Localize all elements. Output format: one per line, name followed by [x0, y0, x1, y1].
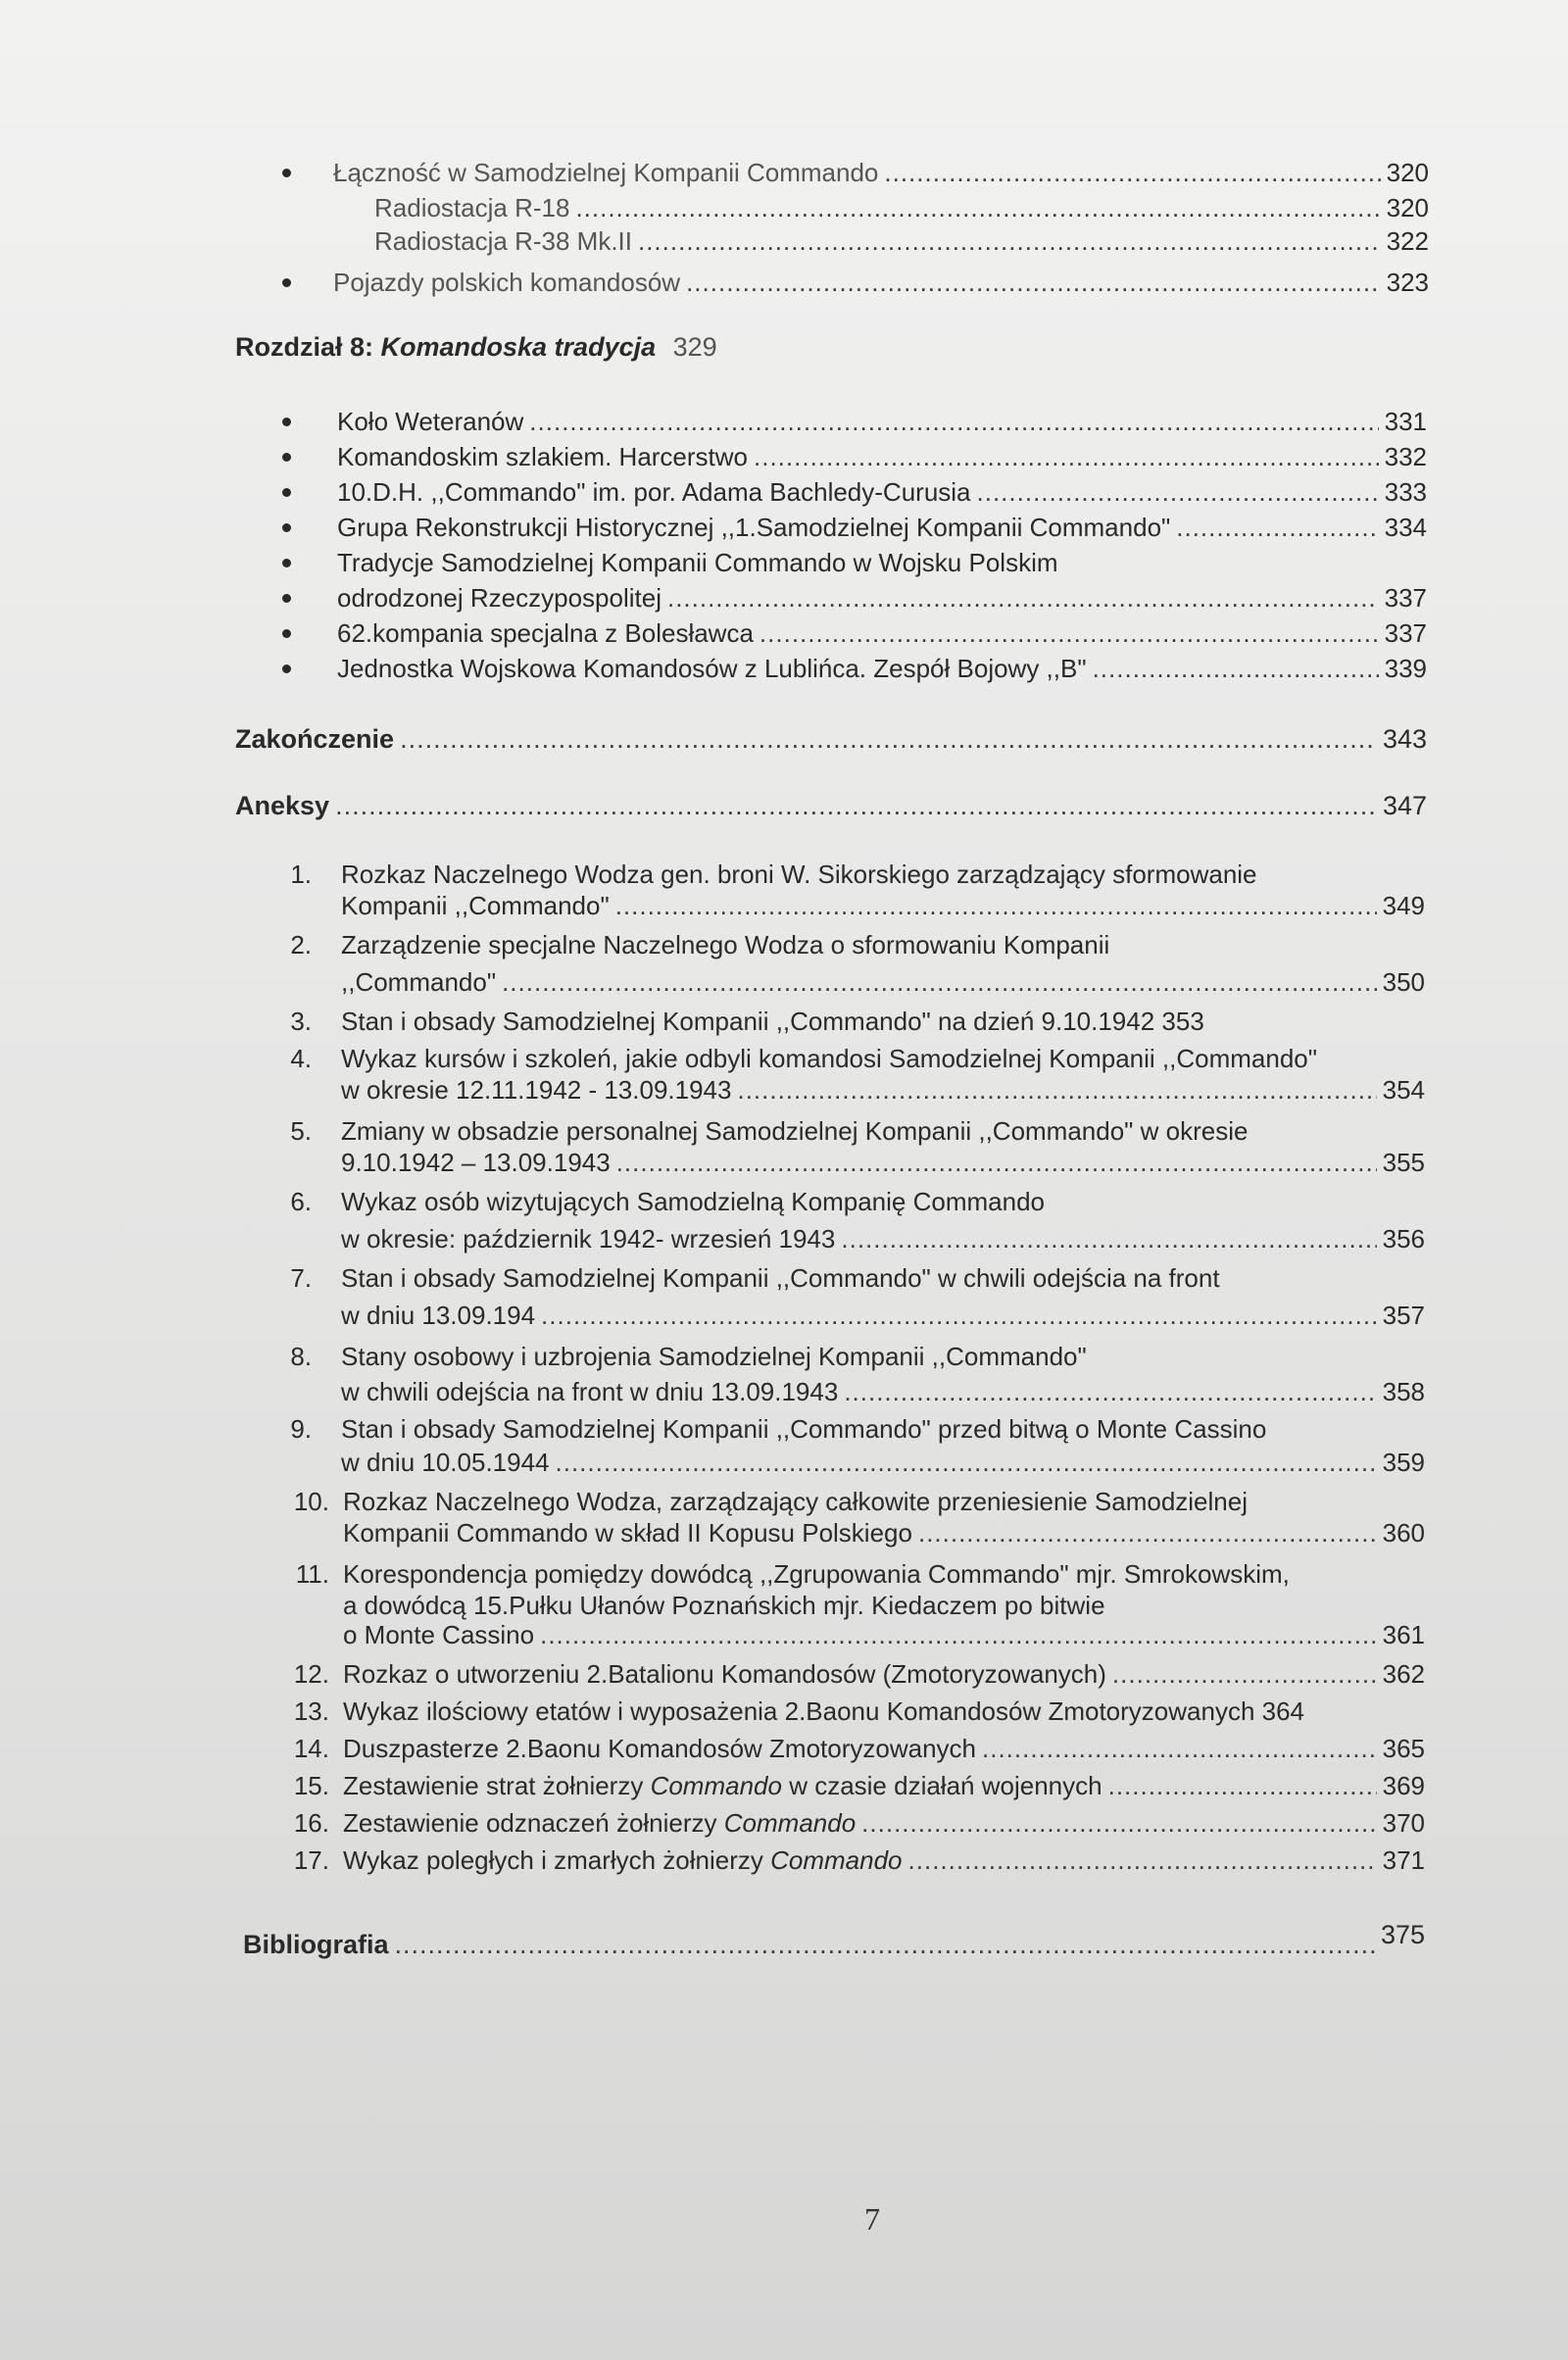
- page-number: 350: [1382, 967, 1425, 997]
- annex-item: [0, 1805, 1568, 1841]
- entry-text: w chwili odejścia na front w dniu 13.09.1943: [341, 1377, 839, 1406]
- page-folio: 7: [864, 2201, 880, 2237]
- bullet-icon: [282, 418, 291, 426]
- annex-item: [0, 1113, 1568, 1149]
- entry-text: Kompanii Commando w skład II Kopusu Polskiego: [343, 1518, 912, 1548]
- leader-dots: [1108, 1768, 1377, 1803]
- leader-dots: [556, 1445, 1377, 1480]
- leader-dots: [861, 1805, 1376, 1841]
- annex-item: [0, 1184, 1568, 1219]
- item-number: 15.: [293, 1771, 329, 1800]
- toc-entry: [0, 265, 1568, 300]
- entry-text: Łączność w Samodzielnej Kompanii Commando: [333, 158, 879, 187]
- chapter-heading: [0, 329, 1568, 365]
- page-number: 375: [1380, 1920, 1425, 1949]
- leader-dots: [977, 474, 1379, 510]
- leader-dots: [1093, 651, 1379, 686]
- annex-item-cont: [0, 1145, 1568, 1180]
- page-number: 356: [1382, 1224, 1425, 1254]
- annex-item-cont: [0, 1298, 1568, 1333]
- item-number: 14.: [293, 1734, 329, 1763]
- entry-text: w dniu 13.09.194: [341, 1301, 536, 1330]
- annex-item: [0, 1843, 1568, 1878]
- page-number: 354: [1382, 1075, 1425, 1105]
- entry-text: Koło Weteranów: [337, 407, 524, 436]
- page-number: 320: [1386, 158, 1429, 187]
- entry-text: Korespondencja pomiędzy dowódcą ,,Zgrupowania Commando" mjr. Smrokowskim,: [343, 1559, 1290, 1589]
- annex-item-cont: [0, 1617, 1568, 1652]
- entry-text: Wykaz poległych i zmarłych żołnierzy Commando: [343, 1845, 903, 1875]
- item-number: 4.: [290, 1044, 312, 1073]
- item-number: 1.: [290, 860, 312, 889]
- heading-text: Bibliografia: [243, 1930, 389, 1959]
- entry-text: Pojazdy polskich komandosów: [333, 268, 681, 297]
- page-number: 349: [1382, 891, 1425, 920]
- item-number: 13.: [293, 1696, 329, 1726]
- page-number: 371: [1382, 1845, 1425, 1875]
- toc-entry: [0, 155, 1568, 190]
- leader-dots: [529, 404, 1378, 439]
- annex-item-cont: [0, 1221, 1568, 1256]
- annex-item: [0, 1411, 1568, 1447]
- page-number: 358: [1382, 1377, 1425, 1406]
- leader-dots: [737, 1072, 1376, 1107]
- leader-dots: [982, 1731, 1377, 1766]
- page-number: 331: [1384, 407, 1427, 436]
- item-number: 12.: [293, 1659, 329, 1689]
- item-number: 3.: [290, 1007, 312, 1036]
- entry-text: Zmiany w obsadzie personalnej Samodzielnej Kompanii ,,Commando" w okresie: [341, 1116, 1249, 1146]
- entry-text: w dniu 10.05.1944: [341, 1448, 550, 1477]
- item-number: 2.: [290, 930, 312, 959]
- entry-text: Jednostka Wojskowa Komandosów z Lublińca. Zespół Bojowy ,,B": [337, 654, 1087, 683]
- toc-entry: [0, 439, 1568, 474]
- toc-entry: [0, 651, 1568, 686]
- annex-item-cont: [0, 964, 1568, 1000]
- page-number: 355: [1382, 1148, 1425, 1177]
- leader-dots: [575, 190, 1380, 225]
- entry-text: w okresie 12.11.1942 - 13.09.1943: [341, 1075, 732, 1105]
- bullet-icon: [282, 169, 291, 177]
- leader-dots: [502, 964, 1377, 1000]
- item-number: 6.: [290, 1187, 312, 1216]
- leader-dots: [667, 580, 1379, 615]
- entry-text: Stany osobowy i uzbrojenia Samodzielnej Kompanii ,,Commando": [341, 1342, 1087, 1371]
- chapter-heading: [0, 1920, 1568, 1962]
- leader-dots: [615, 888, 1377, 923]
- annex-item: [0, 1694, 1568, 1729]
- entry-text: Wykaz ilościowy etatów i wyposażenia 2.Baonu Komandosów Zmotoryzowanych 364: [343, 1696, 1305, 1726]
- entry-text: Zestawienie odznaczeń żołnierzy Commando: [343, 1808, 857, 1838]
- bullet-icon: [282, 559, 291, 567]
- entry-text: Radiostacja R-38 Mk.II: [374, 226, 632, 256]
- bullet-icon: [282, 594, 291, 603]
- entry-text: Stan i obsady Samodzielnej Kompanii ,,Commando" na dzień 9.10.1942 353: [341, 1007, 1204, 1036]
- annex-item-cont: [0, 1072, 1568, 1107]
- annex-item: [0, 1041, 1568, 1076]
- page-number: 329: [672, 332, 717, 362]
- toc-entry: [0, 474, 1568, 510]
- leader-dots: [844, 1374, 1376, 1409]
- page-number: 339: [1384, 654, 1427, 683]
- annex-item: [0, 1556, 1568, 1592]
- entry-text: Rozkaz Naczelnego Wodza, zarządzający całkowite przeniesienie Samodzielnej: [343, 1487, 1248, 1516]
- annex-item: [0, 1731, 1568, 1766]
- annex-item: [0, 1339, 1568, 1374]
- entry-text: 62.kompania specjalna z Bolesławca: [337, 618, 754, 648]
- annex-item-cont: [0, 1515, 1568, 1550]
- entry-text: Zarządzenie specjalne Naczelnego Wodza o sformowaniu Kompanii: [341, 930, 1110, 959]
- annex-item: [0, 1484, 1568, 1519]
- toc-entry: [0, 615, 1568, 651]
- entry-text: Grupa Rekonstrukcji Historycznej ,,1.Samodzielnej Kompanii Commando": [337, 513, 1171, 542]
- leader-dots: [335, 788, 1377, 823]
- entry-text: Duszpasterze 2.Baonu Komandosów Zmotoryzowanych: [343, 1734, 976, 1763]
- bullet-icon: [282, 629, 291, 638]
- bullet-icon: [282, 453, 291, 462]
- entry-text: Wykaz osób wizytujących Samodzielną Kompanię Commando: [341, 1187, 1045, 1216]
- annex-item: [0, 1656, 1568, 1692]
- page-number: 343: [1382, 724, 1427, 754]
- annex-item: [0, 857, 1568, 892]
- page-number: 360: [1382, 1518, 1425, 1548]
- item-number: 11.: [295, 1559, 329, 1589]
- toc-entry: [0, 545, 1568, 580]
- annex-item: [0, 1260, 1568, 1296]
- entry-text: 10.D.H. ,,Commando" im. por. Adama Bachledy-Curusia: [337, 477, 971, 507]
- entry-text: Zestawienie strat żołnierzy Commando w czasie działań wojennych: [343, 1771, 1102, 1800]
- bullet-icon: [282, 488, 291, 497]
- item-number: 8.: [290, 1342, 312, 1371]
- entry-text: Stan i obsady Samodzielnej Kompanii ,,Commando" przed bitwą o Monte Cassino: [341, 1414, 1267, 1444]
- chapter-title: Komandoska tradycja: [380, 332, 657, 362]
- page-number: 365: [1382, 1734, 1425, 1763]
- item-number: 17.: [293, 1845, 329, 1875]
- entry-text: Tradycje Samodzielnej Kompanii Commando w Wojsku Polskim: [337, 548, 1058, 577]
- entry-text: o Monte Cassino: [343, 1620, 535, 1649]
- chapter-heading: [0, 721, 1568, 757]
- item-number: 7.: [290, 1263, 312, 1293]
- leader-dots: [540, 1617, 1377, 1652]
- item-number: 10.: [293, 1487, 329, 1516]
- leader-dots: [908, 1843, 1377, 1878]
- leader-dots: [1112, 1656, 1377, 1692]
- page-number: 320: [1386, 193, 1429, 222]
- entry-text: Wykaz kursów i szkoleń, jakie odbyli komandosi Samodzielnej Kompanii ,,Commando": [341, 1044, 1317, 1073]
- page-number: 359: [1382, 1448, 1425, 1477]
- page-number: 332: [1384, 442, 1427, 471]
- annex-item: [0, 1004, 1568, 1039]
- annex-item-cont: [0, 888, 1568, 923]
- entry-text: Komandoskim szlakiem. Harcerstwo: [337, 442, 749, 471]
- entry-text: Stan i obsady Samodzielnej Kompanii ,,Commando" w chwili odejścia na front: [341, 1263, 1220, 1293]
- item-number: 5.: [290, 1116, 312, 1146]
- heading-text: Zakończenie: [235, 724, 395, 754]
- page-number: 357: [1382, 1301, 1425, 1330]
- entry-text: Kompanii ,,Commando": [341, 891, 610, 920]
- page-number: 370: [1382, 1808, 1425, 1838]
- leader-dots: [400, 721, 1377, 757]
- bullet-icon: [282, 523, 291, 532]
- entry-text: w okresie: październik 1942- wrzesień 1943: [341, 1224, 836, 1254]
- bullet-icon: [282, 664, 291, 673]
- leader-dots: [395, 1927, 1375, 1962]
- page-number: 361: [1382, 1620, 1425, 1649]
- toc-subentry: [0, 190, 1568, 225]
- leader-dots: [754, 439, 1379, 474]
- heading-text: Aneksy: [235, 791, 330, 820]
- leader-dots: [638, 223, 1381, 259]
- entry-text: a dowódcą 15.Pułku Ułanów Poznańskich mjr. Kiedaczem po bitwie: [343, 1591, 1105, 1620]
- item-number: 9.: [290, 1414, 312, 1444]
- toc-subentry: [0, 223, 1568, 259]
- leader-dots: [918, 1515, 1377, 1550]
- annex-item: [0, 1768, 1568, 1803]
- page-number: 334: [1384, 513, 1427, 542]
- page-number: 333: [1384, 477, 1427, 507]
- page-number: 337: [1384, 583, 1427, 613]
- leader-dots: [616, 1145, 1377, 1180]
- leader-dots: [841, 1221, 1376, 1256]
- entry-text: ,,Commando": [341, 967, 497, 997]
- entry-text: 9.10.1942 – 13.09.1943: [341, 1148, 611, 1177]
- leader-dots: [884, 155, 1380, 190]
- item-number: 16.: [293, 1808, 329, 1838]
- toc-entry: [0, 580, 1568, 615]
- annex-item-cont: [0, 1445, 1568, 1480]
- leader-dots: [541, 1298, 1377, 1333]
- page-number: 369: [1382, 1771, 1425, 1800]
- entry-text: Rozkaz o utworzeniu 2.Batalionu Komandosów (Zmotoryzowanych): [343, 1659, 1106, 1689]
- page-number: 362: [1382, 1659, 1425, 1689]
- leader-dots: [1176, 510, 1378, 545]
- chapter-heading: [0, 788, 1568, 823]
- entry-text: odrodzonej Rzeczypospolitej: [337, 583, 662, 613]
- entry-text: Rozkaz Naczelnego Wodza gen. broni W. Sikorskiego zarządzający sformowanie: [341, 860, 1257, 889]
- annex-item: [0, 927, 1568, 962]
- leader-dots: [686, 265, 1381, 300]
- bullet-icon: [282, 278, 291, 287]
- page-number: 347: [1382, 791, 1427, 820]
- toc-entry: [0, 404, 1568, 439]
- leader-dots: [760, 615, 1379, 651]
- page-number: 322: [1386, 226, 1429, 256]
- entry-text: Radiostacja R-18: [374, 193, 570, 222]
- annex-item-cont: [0, 1374, 1568, 1409]
- chapter-prefix: Rozdział 8:: [235, 332, 381, 362]
- page-number: 337: [1384, 618, 1427, 648]
- toc-entry: [0, 510, 1568, 545]
- page-number: 323: [1386, 268, 1429, 297]
